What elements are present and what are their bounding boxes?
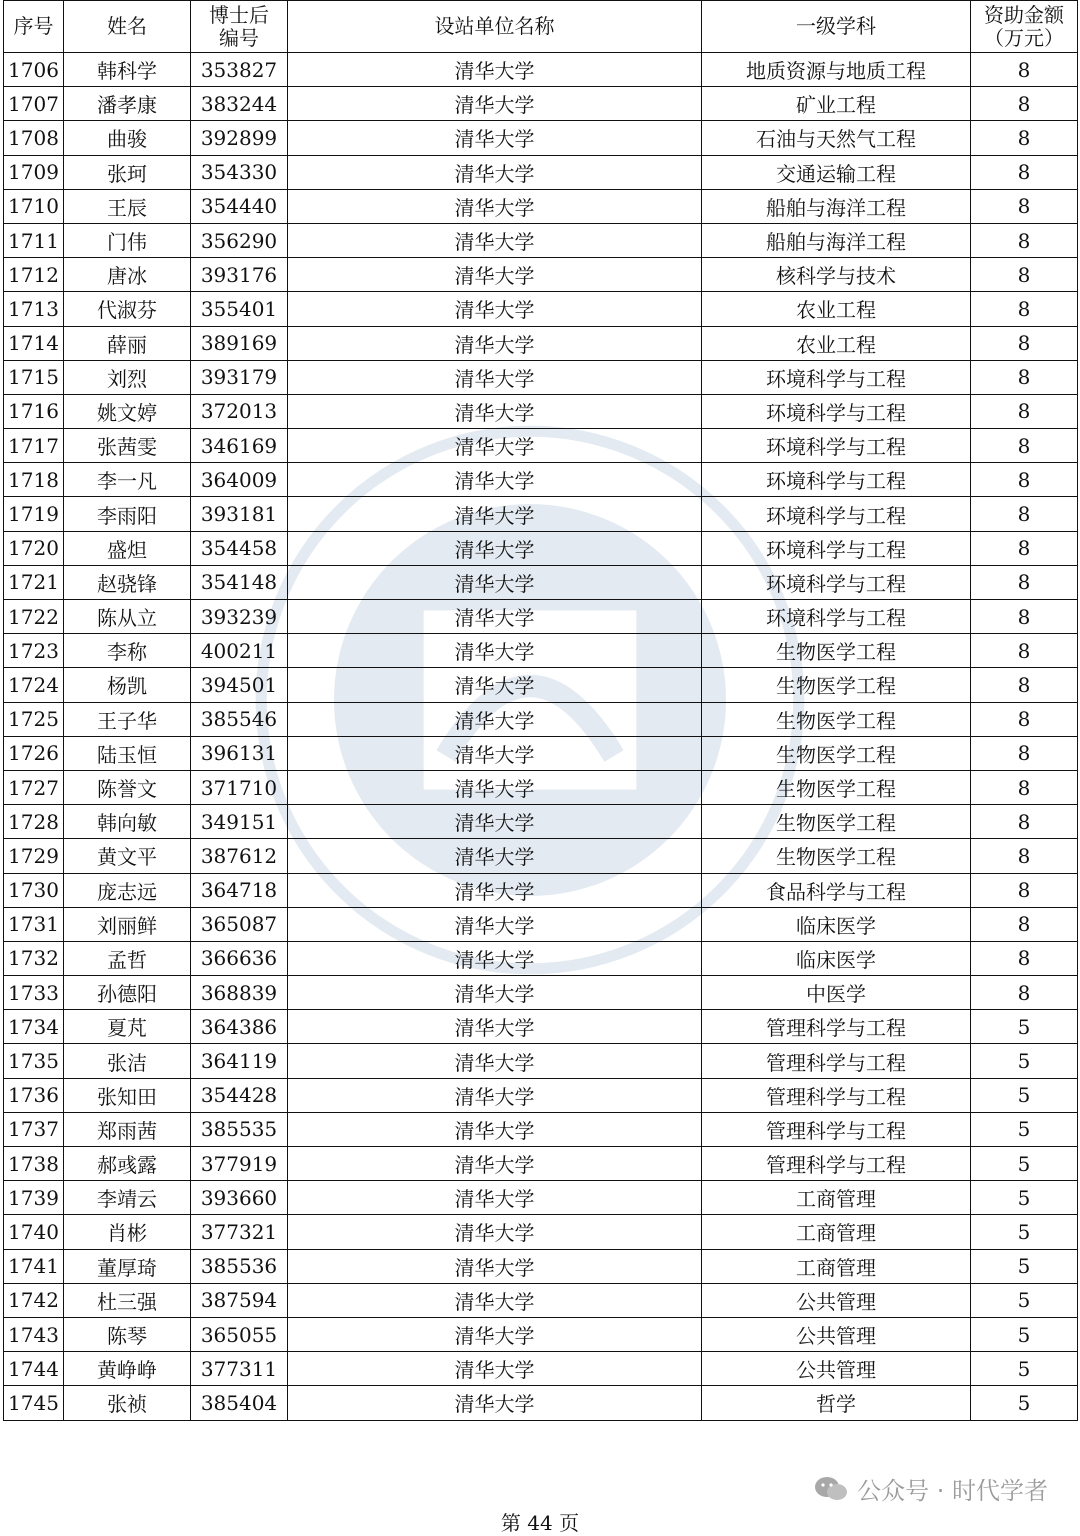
cell-name: 王子华	[64, 702, 191, 736]
cell-amount: 8	[971, 53, 1078, 87]
cell-postdoc-id: 364718	[191, 873, 288, 907]
cell-discipline: 生物医学工程	[702, 770, 971, 804]
cell-postdoc-id: 364386	[191, 1010, 288, 1044]
cell-name: 黄峥峥	[64, 1352, 191, 1386]
table-row	[4, 736, 1078, 770]
cell-seq: 1731	[4, 907, 64, 941]
cell-postdoc-id: 377919	[191, 1147, 288, 1181]
table-row	[4, 292, 1078, 326]
table-row	[4, 53, 1078, 87]
cell-seq: 1718	[4, 463, 64, 497]
cell-unit: 清华大学	[288, 1010, 702, 1044]
cell-amount: 5	[971, 1386, 1078, 1420]
cell-amount: 8	[971, 360, 1078, 394]
cell-postdoc-id: 354458	[191, 531, 288, 565]
cell-seq: 1720	[4, 531, 64, 565]
table-row	[4, 873, 1078, 907]
cell-name: 张祯	[64, 1386, 191, 1420]
cell-amount: 8	[971, 189, 1078, 223]
page-number: 第 44 页	[500, 1511, 580, 1535]
cell-postdoc-id: 393239	[191, 600, 288, 634]
cell-name: 杨凯	[64, 668, 191, 702]
cell-unit: 清华大学	[288, 497, 702, 531]
table-row	[4, 258, 1078, 292]
cell-amount: 8	[971, 121, 1078, 155]
table-row	[4, 907, 1078, 941]
cell-unit: 清华大学	[288, 155, 702, 189]
cell-discipline: 农业工程	[702, 326, 971, 360]
table-row	[4, 223, 1078, 257]
cell-discipline: 环境科学与工程	[702, 497, 971, 531]
cell-name: 张茜雯	[64, 429, 191, 463]
table-header-row	[4, 1, 1078, 53]
cell-amount: 8	[971, 736, 1078, 770]
cell-postdoc-id: 393176	[191, 258, 288, 292]
cell-amount: 5	[971, 1317, 1078, 1351]
cell-unit: 清华大学	[288, 1181, 702, 1215]
cell-name: 陆玉恒	[64, 736, 191, 770]
table-row	[4, 1215, 1078, 1249]
header-amount-line2: （万元）	[984, 25, 1064, 50]
cell-unit: 清华大学	[288, 1317, 702, 1351]
cell-seq: 1714	[4, 326, 64, 360]
cell-amount: 8	[971, 976, 1078, 1010]
cell-seq: 1739	[4, 1181, 64, 1215]
header-discipline: 一级学科	[702, 1, 971, 53]
table-row	[4, 668, 1078, 702]
cell-discipline: 管理科学与工程	[702, 1044, 971, 1078]
cell-discipline: 中医学	[702, 976, 971, 1010]
header-amount-line1: 资助金额	[984, 2, 1064, 27]
cell-postdoc-id: 364119	[191, 1044, 288, 1078]
cell-unit: 清华大学	[288, 360, 702, 394]
cell-discipline: 工商管理	[702, 1181, 971, 1215]
cell-name: 郝彧露	[64, 1147, 191, 1181]
cell-amount: 5	[971, 1010, 1078, 1044]
cell-postdoc-id: 400211	[191, 634, 288, 668]
cell-discipline: 农业工程	[702, 292, 971, 326]
cell-unit: 清华大学	[288, 87, 702, 121]
cell-name: 李称	[64, 634, 191, 668]
cell-discipline: 生物医学工程	[702, 668, 971, 702]
cell-postdoc-id: 365087	[191, 907, 288, 941]
cell-unit: 清华大学	[288, 976, 702, 1010]
table-row	[4, 1352, 1078, 1386]
cell-discipline: 环境科学与工程	[702, 394, 971, 428]
cell-name: 李雨阳	[64, 497, 191, 531]
cell-unit: 清华大学	[288, 1112, 702, 1146]
cell-unit: 清华大学	[288, 189, 702, 223]
cell-seq: 1723	[4, 634, 64, 668]
cell-seq: 1742	[4, 1283, 64, 1317]
cell-amount: 5	[971, 1249, 1078, 1283]
cell-name: 黄文平	[64, 839, 191, 873]
cell-discipline: 工商管理	[702, 1249, 971, 1283]
cell-name: 张洁	[64, 1044, 191, 1078]
cell-postdoc-id: 349151	[191, 805, 288, 839]
cell-unit: 清华大学	[288, 258, 702, 292]
cell-name: 刘丽鲜	[64, 907, 191, 941]
cell-amount: 8	[971, 87, 1078, 121]
cell-unit: 清华大学	[288, 1283, 702, 1317]
cell-amount: 5	[971, 1283, 1078, 1317]
cell-discipline: 临床医学	[702, 941, 971, 975]
cell-discipline: 环境科学与工程	[702, 463, 971, 497]
table-row	[4, 600, 1078, 634]
table-row	[4, 1249, 1078, 1283]
cell-amount: 8	[971, 805, 1078, 839]
cell-seq: 1721	[4, 565, 64, 599]
cell-amount: 5	[971, 1352, 1078, 1386]
cell-name: 庞志远	[64, 873, 191, 907]
cell-amount: 8	[971, 634, 1078, 668]
cell-discipline: 交通运输工程	[702, 155, 971, 189]
cell-seq: 1717	[4, 429, 64, 463]
cell-amount: 5	[971, 1112, 1078, 1146]
cell-seq: 1711	[4, 223, 64, 257]
cell-amount: 8	[971, 429, 1078, 463]
table-row	[4, 87, 1078, 121]
cell-unit: 清华大学	[288, 839, 702, 873]
cell-name: 唐冰	[64, 258, 191, 292]
cell-unit: 清华大学	[288, 1147, 702, 1181]
cell-unit: 清华大学	[288, 1352, 702, 1386]
cell-postdoc-id: 364009	[191, 463, 288, 497]
cell-name: 陈从立	[64, 600, 191, 634]
table-row	[4, 1112, 1078, 1146]
cell-name: 董厚琦	[64, 1249, 191, 1283]
cell-name: 门伟	[64, 223, 191, 257]
cell-amount: 8	[971, 155, 1078, 189]
cell-name: 李靖云	[64, 1181, 191, 1215]
cell-postdoc-id: 354148	[191, 565, 288, 599]
table-row	[4, 565, 1078, 599]
cell-name: 韩科学	[64, 53, 191, 87]
cell-seq: 1730	[4, 873, 64, 907]
cell-unit: 清华大学	[288, 531, 702, 565]
cell-discipline: 管理科学与工程	[702, 1078, 971, 1112]
cell-postdoc-id: 396131	[191, 736, 288, 770]
cell-amount: 8	[971, 326, 1078, 360]
cell-name: 张知田	[64, 1078, 191, 1112]
cell-name: 韩向敏	[64, 805, 191, 839]
cell-name: 王辰	[64, 189, 191, 223]
cell-discipline: 管理科学与工程	[702, 1010, 971, 1044]
cell-amount: 8	[971, 600, 1078, 634]
cell-discipline: 船舶与海洋工程	[702, 189, 971, 223]
cell-discipline: 食品科学与工程	[702, 873, 971, 907]
table-row	[4, 497, 1078, 531]
cell-unit: 清华大学	[288, 1215, 702, 1249]
cell-unit: 清华大学	[288, 292, 702, 326]
cell-unit: 清华大学	[288, 1249, 702, 1283]
cell-amount: 5	[971, 1181, 1078, 1215]
cell-postdoc-id: 365055	[191, 1317, 288, 1351]
cell-postdoc-id: 346169	[191, 429, 288, 463]
cell-unit: 清华大学	[288, 326, 702, 360]
cell-name: 赵骁锋	[64, 565, 191, 599]
cell-postdoc-id: 393660	[191, 1181, 288, 1215]
table-row	[4, 155, 1078, 189]
cell-unit: 清华大学	[288, 702, 702, 736]
header-postdoc-id-line1: 博士后	[209, 2, 269, 27]
cell-seq: 1726	[4, 736, 64, 770]
cell-name: 肖彬	[64, 1215, 191, 1249]
cell-amount: 8	[971, 463, 1078, 497]
cell-seq: 1740	[4, 1215, 64, 1249]
header-postdoc-id	[191, 1, 288, 53]
cell-name: 李一凡	[64, 463, 191, 497]
cell-seq: 1727	[4, 770, 64, 804]
cell-postdoc-id: 385536	[191, 1249, 288, 1283]
header-seq: 序号	[4, 1, 64, 53]
cell-name: 盛炟	[64, 531, 191, 565]
table-row	[4, 121, 1078, 155]
cell-postdoc-id: 354330	[191, 155, 288, 189]
cell-discipline: 环境科学与工程	[702, 360, 971, 394]
cell-amount: 8	[971, 668, 1078, 702]
cell-discipline: 公共管理	[702, 1352, 971, 1386]
cell-seq: 1712	[4, 258, 64, 292]
cell-amount: 8	[971, 941, 1078, 975]
wechat-icon	[813, 1475, 849, 1503]
cell-seq: 1716	[4, 394, 64, 428]
cell-postdoc-id: 368839	[191, 976, 288, 1010]
cell-unit: 清华大学	[288, 1044, 702, 1078]
cell-discipline: 公共管理	[702, 1317, 971, 1351]
cell-seq: 1710	[4, 189, 64, 223]
cell-discipline: 地质资源与地质工程	[702, 53, 971, 87]
table-row	[4, 1010, 1078, 1044]
cell-postdoc-id: 354428	[191, 1078, 288, 1112]
table-row	[4, 531, 1078, 565]
cell-unit: 清华大学	[288, 223, 702, 257]
cell-name: 夏芃	[64, 1010, 191, 1044]
cell-unit: 清华大学	[288, 1078, 702, 1112]
table-row	[4, 360, 1078, 394]
cell-postdoc-id: 385404	[191, 1386, 288, 1420]
cell-name: 陈誉文	[64, 770, 191, 804]
cell-postdoc-id: 377311	[191, 1352, 288, 1386]
table-row	[4, 1317, 1078, 1351]
cell-seq: 1744	[4, 1352, 64, 1386]
cell-unit: 清华大学	[288, 1386, 702, 1420]
cell-name: 张珂	[64, 155, 191, 189]
cell-discipline: 环境科学与工程	[702, 565, 971, 599]
cell-postdoc-id: 354440	[191, 189, 288, 223]
cell-seq: 1734	[4, 1010, 64, 1044]
cell-name: 陈琴	[64, 1317, 191, 1351]
cell-postdoc-id: 393181	[191, 497, 288, 531]
cell-discipline: 生物医学工程	[702, 702, 971, 736]
cell-seq: 1725	[4, 702, 64, 736]
cell-postdoc-id: 353827	[191, 53, 288, 87]
cell-amount: 8	[971, 223, 1078, 257]
cell-amount: 5	[971, 1044, 1078, 1078]
header-name: 姓名	[64, 1, 191, 53]
cell-unit: 清华大学	[288, 121, 702, 155]
cell-discipline: 船舶与海洋工程	[702, 223, 971, 257]
cell-amount: 5	[971, 1147, 1078, 1181]
cell-unit: 清华大学	[288, 668, 702, 702]
cell-unit: 清华大学	[288, 53, 702, 87]
cell-name: 姚文婷	[64, 394, 191, 428]
table-row	[4, 326, 1078, 360]
cell-postdoc-id: 356290	[191, 223, 288, 257]
cell-seq: 1708	[4, 121, 64, 155]
cell-discipline: 环境科学与工程	[702, 429, 971, 463]
cell-postdoc-id: 389169	[191, 326, 288, 360]
cell-amount: 8	[971, 531, 1078, 565]
cell-discipline: 环境科学与工程	[702, 600, 971, 634]
cell-postdoc-id: 387612	[191, 839, 288, 873]
table-row	[4, 463, 1078, 497]
cell-discipline: 公共管理	[702, 1283, 971, 1317]
cell-unit: 清华大学	[288, 600, 702, 634]
cell-seq: 1732	[4, 941, 64, 975]
cell-seq: 1729	[4, 839, 64, 873]
cell-discipline: 生物医学工程	[702, 805, 971, 839]
cell-seq: 1728	[4, 805, 64, 839]
cell-seq: 1738	[4, 1147, 64, 1181]
wechat-watermark	[813, 1471, 1048, 1506]
cell-discipline: 管理科学与工程	[702, 1112, 971, 1146]
cell-unit: 清华大学	[288, 873, 702, 907]
cell-discipline: 矿业工程	[702, 87, 971, 121]
cell-name: 曲骏	[64, 121, 191, 155]
header-postdoc-id-line2: 编号	[219, 25, 259, 50]
table-row	[4, 941, 1078, 975]
table-row	[4, 189, 1078, 223]
cell-unit: 清华大学	[288, 805, 702, 839]
cell-postdoc-id: 394501	[191, 668, 288, 702]
cell-seq: 1745	[4, 1386, 64, 1420]
cell-name: 郑雨茜	[64, 1112, 191, 1146]
table-row	[4, 1044, 1078, 1078]
cell-amount: 8	[971, 497, 1078, 531]
table-row	[4, 805, 1078, 839]
cell-seq: 1724	[4, 668, 64, 702]
cell-amount: 5	[971, 1078, 1078, 1112]
cell-name: 孙德阳	[64, 976, 191, 1010]
table-row	[4, 976, 1078, 1010]
cell-seq: 1735	[4, 1044, 64, 1078]
cell-amount: 5	[971, 1215, 1078, 1249]
cell-postdoc-id: 366636	[191, 941, 288, 975]
cell-postdoc-id: 385546	[191, 702, 288, 736]
cell-seq: 1741	[4, 1249, 64, 1283]
header-unit: 设站单位名称	[288, 1, 702, 53]
table-row	[4, 770, 1078, 804]
cell-name: 孟哲	[64, 941, 191, 975]
cell-seq: 1737	[4, 1112, 64, 1146]
cell-seq: 1736	[4, 1078, 64, 1112]
postdoc-funding-table	[3, 0, 1078, 1421]
cell-seq: 1713	[4, 292, 64, 326]
cell-amount: 8	[971, 839, 1078, 873]
cell-unit: 清华大学	[288, 634, 702, 668]
wechat-watermark-text: 公众号 · 时代学者	[857, 1477, 1048, 1505]
cell-unit: 清华大学	[288, 429, 702, 463]
cell-unit: 清华大学	[288, 907, 702, 941]
cell-name: 薛丽	[64, 326, 191, 360]
cell-unit: 清华大学	[288, 394, 702, 428]
cell-amount: 8	[971, 702, 1078, 736]
cell-unit: 清华大学	[288, 770, 702, 804]
table-row	[4, 634, 1078, 668]
cell-postdoc-id: 387594	[191, 1283, 288, 1317]
cell-discipline: 管理科学与工程	[702, 1147, 971, 1181]
cell-postdoc-id: 372013	[191, 394, 288, 428]
cell-unit: 清华大学	[288, 565, 702, 599]
cell-amount: 8	[971, 394, 1078, 428]
cell-postdoc-id: 392899	[191, 121, 288, 155]
cell-discipline: 核科学与技术	[702, 258, 971, 292]
cell-discipline: 石油与天然气工程	[702, 121, 971, 155]
cell-discipline: 哲学	[702, 1386, 971, 1420]
cell-seq: 1733	[4, 976, 64, 1010]
cell-postdoc-id: 371710	[191, 770, 288, 804]
cell-name: 杜三强	[64, 1283, 191, 1317]
cell-discipline: 生物医学工程	[702, 839, 971, 873]
cell-unit: 清华大学	[288, 463, 702, 497]
table-row	[4, 1283, 1078, 1317]
cell-seq: 1722	[4, 600, 64, 634]
cell-postdoc-id: 383244	[191, 87, 288, 121]
cell-name: 代淑芬	[64, 292, 191, 326]
cell-seq: 1715	[4, 360, 64, 394]
table-row	[4, 1181, 1078, 1215]
cell-amount: 8	[971, 292, 1078, 326]
cell-postdoc-id: 393179	[191, 360, 288, 394]
cell-postdoc-id: 385535	[191, 1112, 288, 1146]
cell-discipline: 工商管理	[702, 1215, 971, 1249]
table-row	[4, 839, 1078, 873]
table-row	[4, 429, 1078, 463]
cell-amount: 8	[971, 258, 1078, 292]
cell-postdoc-id: 355401	[191, 292, 288, 326]
cell-amount: 8	[971, 770, 1078, 804]
table-row	[4, 394, 1078, 428]
cell-amount: 8	[971, 565, 1078, 599]
cell-amount: 8	[971, 907, 1078, 941]
cell-discipline: 环境科学与工程	[702, 531, 971, 565]
cell-discipline: 生物医学工程	[702, 736, 971, 770]
cell-seq: 1709	[4, 155, 64, 189]
cell-discipline: 临床医学	[702, 907, 971, 941]
header-amount	[971, 1, 1078, 53]
table-row	[4, 1147, 1078, 1181]
cell-seq: 1719	[4, 497, 64, 531]
cell-name: 潘孝康	[64, 87, 191, 121]
cell-name: 刘烈	[64, 360, 191, 394]
cell-seq: 1706	[4, 53, 64, 87]
cell-amount: 8	[971, 873, 1078, 907]
table-row	[4, 1386, 1078, 1420]
cell-discipline: 生物医学工程	[702, 634, 971, 668]
cell-seq: 1743	[4, 1317, 64, 1351]
cell-unit: 清华大学	[288, 736, 702, 770]
cell-unit: 清华大学	[288, 941, 702, 975]
cell-postdoc-id: 377321	[191, 1215, 288, 1249]
cell-seq: 1707	[4, 87, 64, 121]
table-row	[4, 702, 1078, 736]
table-row	[4, 1078, 1078, 1112]
